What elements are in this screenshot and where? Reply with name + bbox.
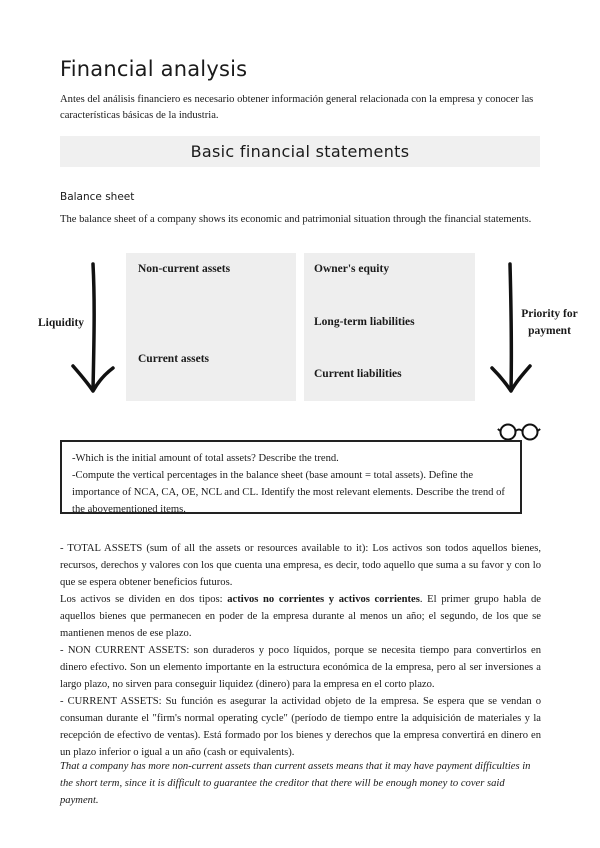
current-liabilities-label: Current liabilities xyxy=(314,368,402,380)
right-down-arrow-icon xyxy=(486,262,536,396)
left-down-arrow-icon xyxy=(68,262,118,396)
owners-equity-label: Owner's equity xyxy=(314,263,390,275)
long-term-liabilities-label: Long-term liabilities xyxy=(314,316,415,328)
division-text-start: Los activos se dividen en dos tipos: xyxy=(60,594,228,605)
division-text-bold: activos no corrientes y activos corrientes xyxy=(227,594,420,605)
balance-sheet-description: The balance sheet of a company shows its economic and patrimonial situation through the financial statements. xyxy=(60,214,532,225)
assets-explanation xyxy=(60,540,541,761)
section-banner: Basic financial statements xyxy=(60,136,540,167)
non-current-assets-label: Non-current assets xyxy=(138,263,231,275)
question-item: -Which is the initial amount of total assets? Describe the trend. xyxy=(72,453,339,464)
total-assets-paragraph: - TOTAL ASSETS (sum of all the assets or resources available to it): Los activos son todos aquellos bienes, recursos, derechos y valores con los que cuenta una empresa, es decir, todo aquello que suma a su favor y con lo que se espera obtener beneficios futuros. xyxy=(60,543,541,588)
glasses-icon xyxy=(497,422,541,442)
current-assets-label: Current assets xyxy=(138,353,210,365)
page-title: Financial analysis xyxy=(60,57,248,81)
non-current-assets-paragraph: - NON CURRENT ASSETS: son duraderos y poco líquidos, porque se necesita tiempo para convertirlos en dinero efectivo. Son un elemento importante en la estructura económica de la empresa, pero al ser inversiones a largo plazo, no sirven para conseguir liquidez (dinero) para la empresa en el corto plazo. xyxy=(60,645,541,690)
liquidity-label: Liquidity xyxy=(38,317,85,329)
assets-box xyxy=(126,253,296,401)
division-text-end: . El primer grupo habla de aquellos bienes que permanecen en poder de la empresa durante al menos un año; el segundo, de los que se mantienen menos de ese plazo. xyxy=(60,594,541,639)
assets-division-paragraph xyxy=(60,591,541,642)
question-item: -Compute the vertical percentages in the balance sheet (base amount = total assets). Define the importance of NCA, CA, OE, NCL and CL. Identify the most relevant elements. Describe the trend of the abovementioned items. xyxy=(72,470,505,515)
questions-box xyxy=(60,440,522,514)
current-assets-paragraph: - CURRENT ASSETS: Su función es asegurar la actividad objeto de la empresa. Se espera que se vendan o consuman durante el "firm's normal operating cycle" (período de tiempo entre la adquisición de materiales y la recepción de efectivo de ventas). Está formado por los bienes y derechos que la empresa convertirá en dinero en un plazo inferior o igual a un año (cash or equivalents). xyxy=(60,696,541,758)
conclusion-paragraph: That a company has more non-current assets than current assets means that it may have payment difficulties in the short term, since it is difficult to guarantee the creditor that there will be enough money to cover said payment. xyxy=(60,761,531,806)
balance-sheet-heading: Balance sheet xyxy=(60,191,135,203)
priority-label-line2: payment xyxy=(528,325,571,337)
priority-label-line1: Priority for xyxy=(521,308,578,320)
intro-paragraph: Antes del análisis financiero es necesario obtener información general relacionada con la empresa y conocer las características básicas de la industria. xyxy=(60,94,534,121)
